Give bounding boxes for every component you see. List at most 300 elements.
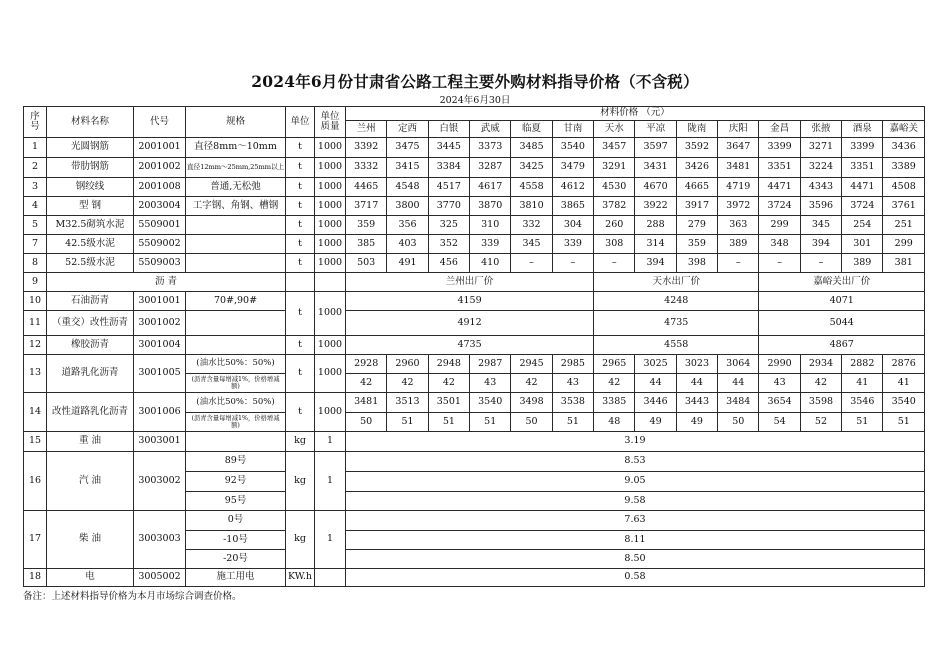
cell-price-adjust: 51 bbox=[470, 413, 511, 432]
cell-mass: 1000 bbox=[315, 254, 346, 273]
cell-mass: 1000 bbox=[315, 197, 346, 216]
header-city: 张掖 bbox=[800, 121, 841, 138]
table-row bbox=[24, 235, 925, 254]
header-seq bbox=[24, 107, 47, 138]
cell-price: – bbox=[511, 254, 552, 273]
cell-price: 3717 bbox=[346, 197, 387, 216]
cell-unit: t bbox=[286, 355, 315, 393]
cell-price-adjust: 43 bbox=[759, 374, 800, 393]
cell-price: 310 bbox=[470, 216, 511, 235]
cell-name: 52.5级水泥 bbox=[47, 254, 134, 273]
cell-mass: 1000 bbox=[315, 178, 346, 197]
cell-price: 345 bbox=[511, 235, 552, 254]
header-seq-line2: 号 bbox=[30, 121, 40, 132]
cell-code: 2001002 bbox=[134, 158, 186, 178]
cell-price: 4612 bbox=[552, 178, 593, 197]
cell-name: 沥 青 bbox=[47, 273, 286, 292]
cell-price: 3598 bbox=[800, 393, 841, 413]
footnote: 备注：上述材料指导价格为本月市场综合调查价格。 bbox=[23, 591, 242, 602]
cell-price: – bbox=[718, 254, 759, 273]
cell-price-adjust: 42 bbox=[594, 374, 635, 393]
cell-mass: 1000 bbox=[315, 292, 346, 336]
cell-price-adjust: 51 bbox=[387, 413, 428, 432]
cell-price-adjust: 44 bbox=[635, 374, 676, 393]
cell-spec: 95号 bbox=[186, 492, 286, 511]
cell-seq: 17 bbox=[24, 511, 47, 569]
cell-name: 柴 油 bbox=[47, 511, 134, 569]
cell-code: 3001001 bbox=[134, 292, 186, 311]
header-mass-line1: 单位 bbox=[320, 110, 340, 122]
cell-code: 3003002 bbox=[134, 452, 186, 511]
cell-price: 3436 bbox=[883, 138, 925, 158]
cell-mass bbox=[315, 273, 346, 292]
cell-price: 3540 bbox=[883, 393, 925, 413]
cell-price: 3810 bbox=[511, 197, 552, 216]
cell-seq: 13 bbox=[24, 355, 47, 393]
cell-price: 3025 bbox=[635, 355, 676, 374]
cell-price: 410 bbox=[470, 254, 511, 273]
cell-price-adjust: 41 bbox=[883, 374, 925, 393]
factory-label: 天水出厂价 bbox=[594, 273, 759, 292]
cell-price: 4735 bbox=[594, 311, 759, 336]
cell-price: 3291 bbox=[594, 158, 635, 178]
header-city: 兰州 bbox=[346, 121, 387, 138]
cell-spec: 施工用电 bbox=[186, 569, 286, 587]
cell-unit: t bbox=[286, 158, 315, 178]
header-row bbox=[24, 107, 925, 121]
cell-spec bbox=[186, 254, 286, 273]
cell-price: 2965 bbox=[594, 355, 635, 374]
cell-price: 348 bbox=[759, 235, 800, 254]
cell-price: 5044 bbox=[759, 311, 925, 336]
cell-price: – bbox=[759, 254, 800, 273]
cell-spec: (油水比50%：50%) bbox=[186, 355, 286, 374]
cell-name: 改性道路乳化沥青 bbox=[47, 393, 134, 432]
cell-seq: 3 bbox=[24, 178, 47, 197]
cell-code: 2001008 bbox=[134, 178, 186, 197]
cell-spec: 直径12mm～25mm,25mm以上 bbox=[186, 158, 286, 178]
cell-price: 3540 bbox=[552, 138, 593, 158]
cell-code: 3001004 bbox=[134, 336, 186, 355]
cell-price: 4071 bbox=[759, 292, 925, 311]
cell-seq: 12 bbox=[24, 336, 47, 355]
table-row bbox=[24, 432, 925, 452]
cell-price: 394 bbox=[800, 235, 841, 254]
cell-name: 光圆钢筋 bbox=[47, 138, 134, 158]
cell-spec-note: (沥青含量每增减1%，价格增减额) bbox=[186, 413, 286, 432]
cell-price-adjust: 52 bbox=[800, 413, 841, 432]
cell-price: 2882 bbox=[842, 355, 883, 374]
cell-spec: 92号 bbox=[186, 472, 286, 492]
cell-price: 3392 bbox=[346, 138, 387, 158]
cell-price: 398 bbox=[676, 254, 717, 273]
cell-price: – bbox=[552, 254, 593, 273]
header-city: 庆阳 bbox=[718, 121, 759, 138]
cell-price: 339 bbox=[552, 235, 593, 254]
cell-price: 3870 bbox=[470, 197, 511, 216]
header-city: 金昌 bbox=[759, 121, 800, 138]
cell-price: 4517 bbox=[428, 178, 469, 197]
cell-price: 3865 bbox=[552, 197, 593, 216]
cell-price: 4465 bbox=[346, 178, 387, 197]
cell-mass: 1 bbox=[315, 432, 346, 452]
cell-price-adjust: 51 bbox=[883, 413, 925, 432]
cell-price: 4471 bbox=[842, 178, 883, 197]
cell-seq: 2 bbox=[24, 158, 47, 178]
cell-spec bbox=[186, 216, 286, 235]
cell-price: 4248 bbox=[594, 292, 759, 311]
table-row bbox=[24, 197, 925, 216]
cell-price: 356 bbox=[387, 216, 428, 235]
cell-price: 279 bbox=[676, 216, 717, 235]
cell-name: 42.5级水泥 bbox=[47, 235, 134, 254]
cell-price-adjust: 42 bbox=[800, 374, 841, 393]
cell-price: 385 bbox=[346, 235, 387, 254]
cell-price: 4719 bbox=[718, 178, 759, 197]
cell-unit: t bbox=[286, 138, 315, 158]
cell-name: 石油沥青 bbox=[47, 292, 134, 311]
table-row bbox=[24, 254, 925, 273]
cell-price: 3023 bbox=[676, 355, 717, 374]
cell-price: 3351 bbox=[842, 158, 883, 178]
cell-price: 332 bbox=[511, 216, 552, 235]
cell-unit: t bbox=[286, 254, 315, 273]
cell-unit: t bbox=[286, 216, 315, 235]
cell-seq: 1 bbox=[24, 138, 47, 158]
cell-price: 8.50 bbox=[346, 550, 925, 569]
cell-price: 3485 bbox=[511, 138, 552, 158]
cell-seq: 11 bbox=[24, 311, 47, 336]
header-city: 酒泉 bbox=[842, 121, 883, 138]
cell-price: 3287 bbox=[470, 158, 511, 178]
cell-price: 3592 bbox=[676, 138, 717, 158]
price-table bbox=[23, 106, 925, 587]
cell-price: 2985 bbox=[552, 355, 593, 374]
cell-seq: 5 bbox=[24, 216, 47, 235]
cell-price: 403 bbox=[387, 235, 428, 254]
cell-price: 3224 bbox=[800, 158, 841, 178]
cell-unit: t bbox=[286, 393, 315, 432]
cell-price: 2934 bbox=[800, 355, 841, 374]
cell-price: 9.05 bbox=[346, 472, 925, 492]
cell-mass: 1000 bbox=[315, 138, 346, 158]
cell-price-adjust: 44 bbox=[718, 374, 759, 393]
cell-price-adjust: 42 bbox=[346, 374, 387, 393]
cell-price: 3647 bbox=[718, 138, 759, 158]
cell-unit: kg bbox=[286, 511, 315, 569]
cell-code: 3003003 bbox=[134, 511, 186, 569]
cell-price: 3389 bbox=[883, 158, 925, 178]
cell-price: 3479 bbox=[552, 158, 593, 178]
cell-unit: t bbox=[286, 292, 315, 336]
cell-price: 3481 bbox=[718, 158, 759, 178]
cell-spec: 工字钢、角钢、槽钢 bbox=[186, 197, 286, 216]
cell-price-adjust: 48 bbox=[594, 413, 635, 432]
table-row bbox=[24, 355, 925, 374]
cell-price: 3445 bbox=[428, 138, 469, 158]
cell-mass bbox=[315, 569, 346, 587]
cell-price: 3.19 bbox=[346, 432, 925, 452]
cell-unit bbox=[286, 273, 315, 292]
cell-seq: 9 bbox=[24, 273, 47, 292]
cell-price: 3800 bbox=[387, 197, 428, 216]
cell-price: 4617 bbox=[470, 178, 511, 197]
cell-unit: t bbox=[286, 197, 315, 216]
cell-price: 3332 bbox=[346, 158, 387, 178]
cell-price: 304 bbox=[552, 216, 593, 235]
cell-name: 重 油 bbox=[47, 432, 134, 452]
cell-price: 4508 bbox=[883, 178, 925, 197]
cell-price: 3724 bbox=[842, 197, 883, 216]
cell-seq: 10 bbox=[24, 292, 47, 311]
cell-unit: t bbox=[286, 178, 315, 197]
cell-code: 5509001 bbox=[134, 216, 186, 235]
cell-price: 3538 bbox=[552, 393, 593, 413]
header-spec: 规格 bbox=[186, 107, 286, 138]
cell-name: 汽 油 bbox=[47, 452, 134, 511]
table-row bbox=[24, 452, 925, 472]
cell-price: 503 bbox=[346, 254, 387, 273]
cell-price: – bbox=[594, 254, 635, 273]
cell-price: 3498 bbox=[511, 393, 552, 413]
cell-price: 2928 bbox=[346, 355, 387, 374]
cell-price: 3972 bbox=[718, 197, 759, 216]
cell-price: 2948 bbox=[428, 355, 469, 374]
header-city: 甘南 bbox=[552, 121, 593, 138]
cell-price: 3546 bbox=[842, 393, 883, 413]
cell-seq: 14 bbox=[24, 393, 47, 432]
cell-price-adjust: 49 bbox=[635, 413, 676, 432]
cell-price: 3501 bbox=[428, 393, 469, 413]
header-code: 代号 bbox=[134, 107, 186, 138]
cell-seq: 8 bbox=[24, 254, 47, 273]
cell-price: 254 bbox=[842, 216, 883, 235]
cell-price: 3443 bbox=[676, 393, 717, 413]
cell-price: 3475 bbox=[387, 138, 428, 158]
cell-price-adjust: 50 bbox=[718, 413, 759, 432]
header-city: 白银 bbox=[428, 121, 469, 138]
cell-price: 3782 bbox=[594, 197, 635, 216]
cell-code: 5509003 bbox=[134, 254, 186, 273]
cell-price: 3654 bbox=[759, 393, 800, 413]
cell-price-adjust: 50 bbox=[511, 413, 552, 432]
cell-price: 3540 bbox=[470, 393, 511, 413]
cell-price: 2987 bbox=[470, 355, 511, 374]
cell-price: 3385 bbox=[594, 393, 635, 413]
cell-price: 4670 bbox=[635, 178, 676, 197]
cell-price: 363 bbox=[718, 216, 759, 235]
cell-spec-note: (沥青含量每增减1%，价格增减额) bbox=[186, 374, 286, 393]
cell-price: 4912 bbox=[346, 311, 594, 336]
cell-price: 3426 bbox=[676, 158, 717, 178]
cell-price: 4735 bbox=[346, 336, 594, 355]
cell-price-adjust: 51 bbox=[552, 413, 593, 432]
cell-price: 3484 bbox=[718, 393, 759, 413]
table-row bbox=[24, 393, 925, 413]
table-row bbox=[24, 273, 925, 292]
table-row bbox=[24, 511, 925, 531]
cell-price: – bbox=[800, 254, 841, 273]
header-city: 陇南 bbox=[676, 121, 717, 138]
header-mass-line2: 质量 bbox=[320, 121, 340, 132]
cell-seq: 18 bbox=[24, 569, 47, 587]
cell-price-adjust: 42 bbox=[387, 374, 428, 393]
cell-price-adjust: 44 bbox=[676, 374, 717, 393]
cell-price: 3431 bbox=[635, 158, 676, 178]
cell-spec: 70#,90# bbox=[186, 292, 286, 311]
cell-spec: 0号 bbox=[186, 511, 286, 531]
header-name: 材料名称 bbox=[47, 107, 134, 138]
cell-price: 3064 bbox=[718, 355, 759, 374]
cell-spec: -10号 bbox=[186, 531, 286, 550]
cell-spec: 89号 bbox=[186, 452, 286, 472]
table-row bbox=[24, 138, 925, 158]
cell-price: 3917 bbox=[676, 197, 717, 216]
header-city: 武威 bbox=[470, 121, 511, 138]
cell-mass: 1000 bbox=[315, 355, 346, 393]
cell-name: 道路乳化沥青 bbox=[47, 355, 134, 393]
cell-price: 3373 bbox=[470, 138, 511, 158]
cell-price: 4558 bbox=[511, 178, 552, 197]
cell-unit: kg bbox=[286, 432, 315, 452]
cell-price: 314 bbox=[635, 235, 676, 254]
cell-unit: kg bbox=[286, 452, 315, 511]
header-city: 嘉峪关 bbox=[883, 121, 925, 138]
cell-price: 4867 bbox=[759, 336, 925, 355]
cell-price: 4665 bbox=[676, 178, 717, 197]
cell-price: 389 bbox=[718, 235, 759, 254]
cell-price: 7.63 bbox=[346, 511, 925, 531]
cell-price: 301 bbox=[842, 235, 883, 254]
cell-code: 2001001 bbox=[134, 138, 186, 158]
cell-price: 4471 bbox=[759, 178, 800, 197]
cell-price: 8.11 bbox=[346, 531, 925, 550]
cell-price: 352 bbox=[428, 235, 469, 254]
header-mass bbox=[315, 107, 346, 138]
cell-mass: 1 bbox=[315, 511, 346, 569]
table-row bbox=[24, 311, 925, 336]
table-row bbox=[24, 336, 925, 355]
cell-seq: 4 bbox=[24, 197, 47, 216]
cell-name: M32.5砌筑水泥 bbox=[47, 216, 134, 235]
cell-price: 9.58 bbox=[346, 492, 925, 511]
cell-price-adjust: 50 bbox=[346, 413, 387, 432]
cell-price: 3457 bbox=[594, 138, 635, 158]
cell-code: 3005002 bbox=[134, 569, 186, 587]
cell-price: 4558 bbox=[594, 336, 759, 355]
cell-price: 325 bbox=[428, 216, 469, 235]
cell-price: 2945 bbox=[511, 355, 552, 374]
header-unit: 单位 bbox=[286, 107, 315, 138]
cell-price: 3481 bbox=[346, 393, 387, 413]
cell-price-adjust: 42 bbox=[428, 374, 469, 393]
cell-price: 3922 bbox=[635, 197, 676, 216]
header-city: 临夏 bbox=[511, 121, 552, 138]
cell-name: 橡胶沥青 bbox=[47, 336, 134, 355]
cell-price: 3351 bbox=[759, 158, 800, 178]
cell-price-adjust: 54 bbox=[759, 413, 800, 432]
cell-mass: 1000 bbox=[315, 235, 346, 254]
cell-price: 3399 bbox=[759, 138, 800, 158]
cell-spec bbox=[186, 432, 286, 452]
cell-price: 299 bbox=[883, 235, 925, 254]
cell-spec: -20号 bbox=[186, 550, 286, 569]
cell-price-adjust: 51 bbox=[428, 413, 469, 432]
cell-price: 4343 bbox=[800, 178, 841, 197]
cell-spec: 直径8mm～10mm bbox=[186, 138, 286, 158]
cell-price-adjust: 43 bbox=[470, 374, 511, 393]
header-seq-line1: 序 bbox=[30, 110, 40, 122]
page-title: 2024年6月份甘肃省公路工程主要外购材料指导价格（不含税） bbox=[251, 72, 699, 91]
cell-price: 394 bbox=[635, 254, 676, 273]
cell-spec bbox=[186, 336, 286, 355]
cell-code: 3001002 bbox=[134, 311, 186, 336]
cell-price: 389 bbox=[842, 254, 883, 273]
cell-price: 260 bbox=[594, 216, 635, 235]
cell-mass: 1000 bbox=[315, 216, 346, 235]
table-row bbox=[24, 569, 925, 587]
cell-price-adjust: 49 bbox=[676, 413, 717, 432]
cell-price: 3425 bbox=[511, 158, 552, 178]
factory-label: 嘉峪关出厂价 bbox=[759, 273, 925, 292]
cell-name: 钢绞线 bbox=[47, 178, 134, 197]
table-body bbox=[24, 138, 925, 587]
cell-code: 3001005 bbox=[134, 355, 186, 393]
cell-price: 2990 bbox=[759, 355, 800, 374]
cell-price: 0.58 bbox=[346, 569, 925, 587]
cell-price: 299 bbox=[759, 216, 800, 235]
cell-price: 339 bbox=[470, 235, 511, 254]
cell-price: 381 bbox=[883, 254, 925, 273]
cell-price: 3513 bbox=[387, 393, 428, 413]
cell-price-adjust: 42 bbox=[511, 374, 552, 393]
factory-label: 兰州出厂价 bbox=[346, 273, 594, 292]
table-row bbox=[24, 216, 925, 235]
cell-price: 491 bbox=[387, 254, 428, 273]
cell-price: 456 bbox=[428, 254, 469, 273]
cell-seq: 7 bbox=[24, 235, 47, 254]
cell-mass: 1 bbox=[315, 452, 346, 511]
cell-mass: 1000 bbox=[315, 158, 346, 178]
table-row bbox=[24, 178, 925, 197]
cell-price-adjust: 41 bbox=[842, 374, 883, 393]
cell-price: 2960 bbox=[387, 355, 428, 374]
cell-price: 3384 bbox=[428, 158, 469, 178]
cell-price-adjust: 43 bbox=[552, 374, 593, 393]
cell-price-adjust: 51 bbox=[842, 413, 883, 432]
cell-price: 3596 bbox=[800, 197, 841, 216]
cell-code: 3003001 bbox=[134, 432, 186, 452]
cell-price: 3399 bbox=[842, 138, 883, 158]
report-date: 2024年6月30日 bbox=[439, 95, 511, 106]
cell-name: 带肋钢筋 bbox=[47, 158, 134, 178]
cell-price: 3770 bbox=[428, 197, 469, 216]
cell-price: 4548 bbox=[387, 178, 428, 197]
cell-price: 3271 bbox=[800, 138, 841, 158]
header-city: 平凉 bbox=[635, 121, 676, 138]
cell-price: 4530 bbox=[594, 178, 635, 197]
header-city: 天水 bbox=[594, 121, 635, 138]
cell-mass: 1000 bbox=[315, 393, 346, 432]
cell-price: 308 bbox=[594, 235, 635, 254]
cell-unit: KW.h bbox=[286, 569, 315, 587]
cell-price: 3597 bbox=[635, 138, 676, 158]
cell-price: 2876 bbox=[883, 355, 925, 374]
cell-price: 359 bbox=[346, 216, 387, 235]
header-city: 定西 bbox=[387, 121, 428, 138]
cell-spec: 普通,无松弛 bbox=[186, 178, 286, 197]
cell-price: 8.53 bbox=[346, 452, 925, 472]
